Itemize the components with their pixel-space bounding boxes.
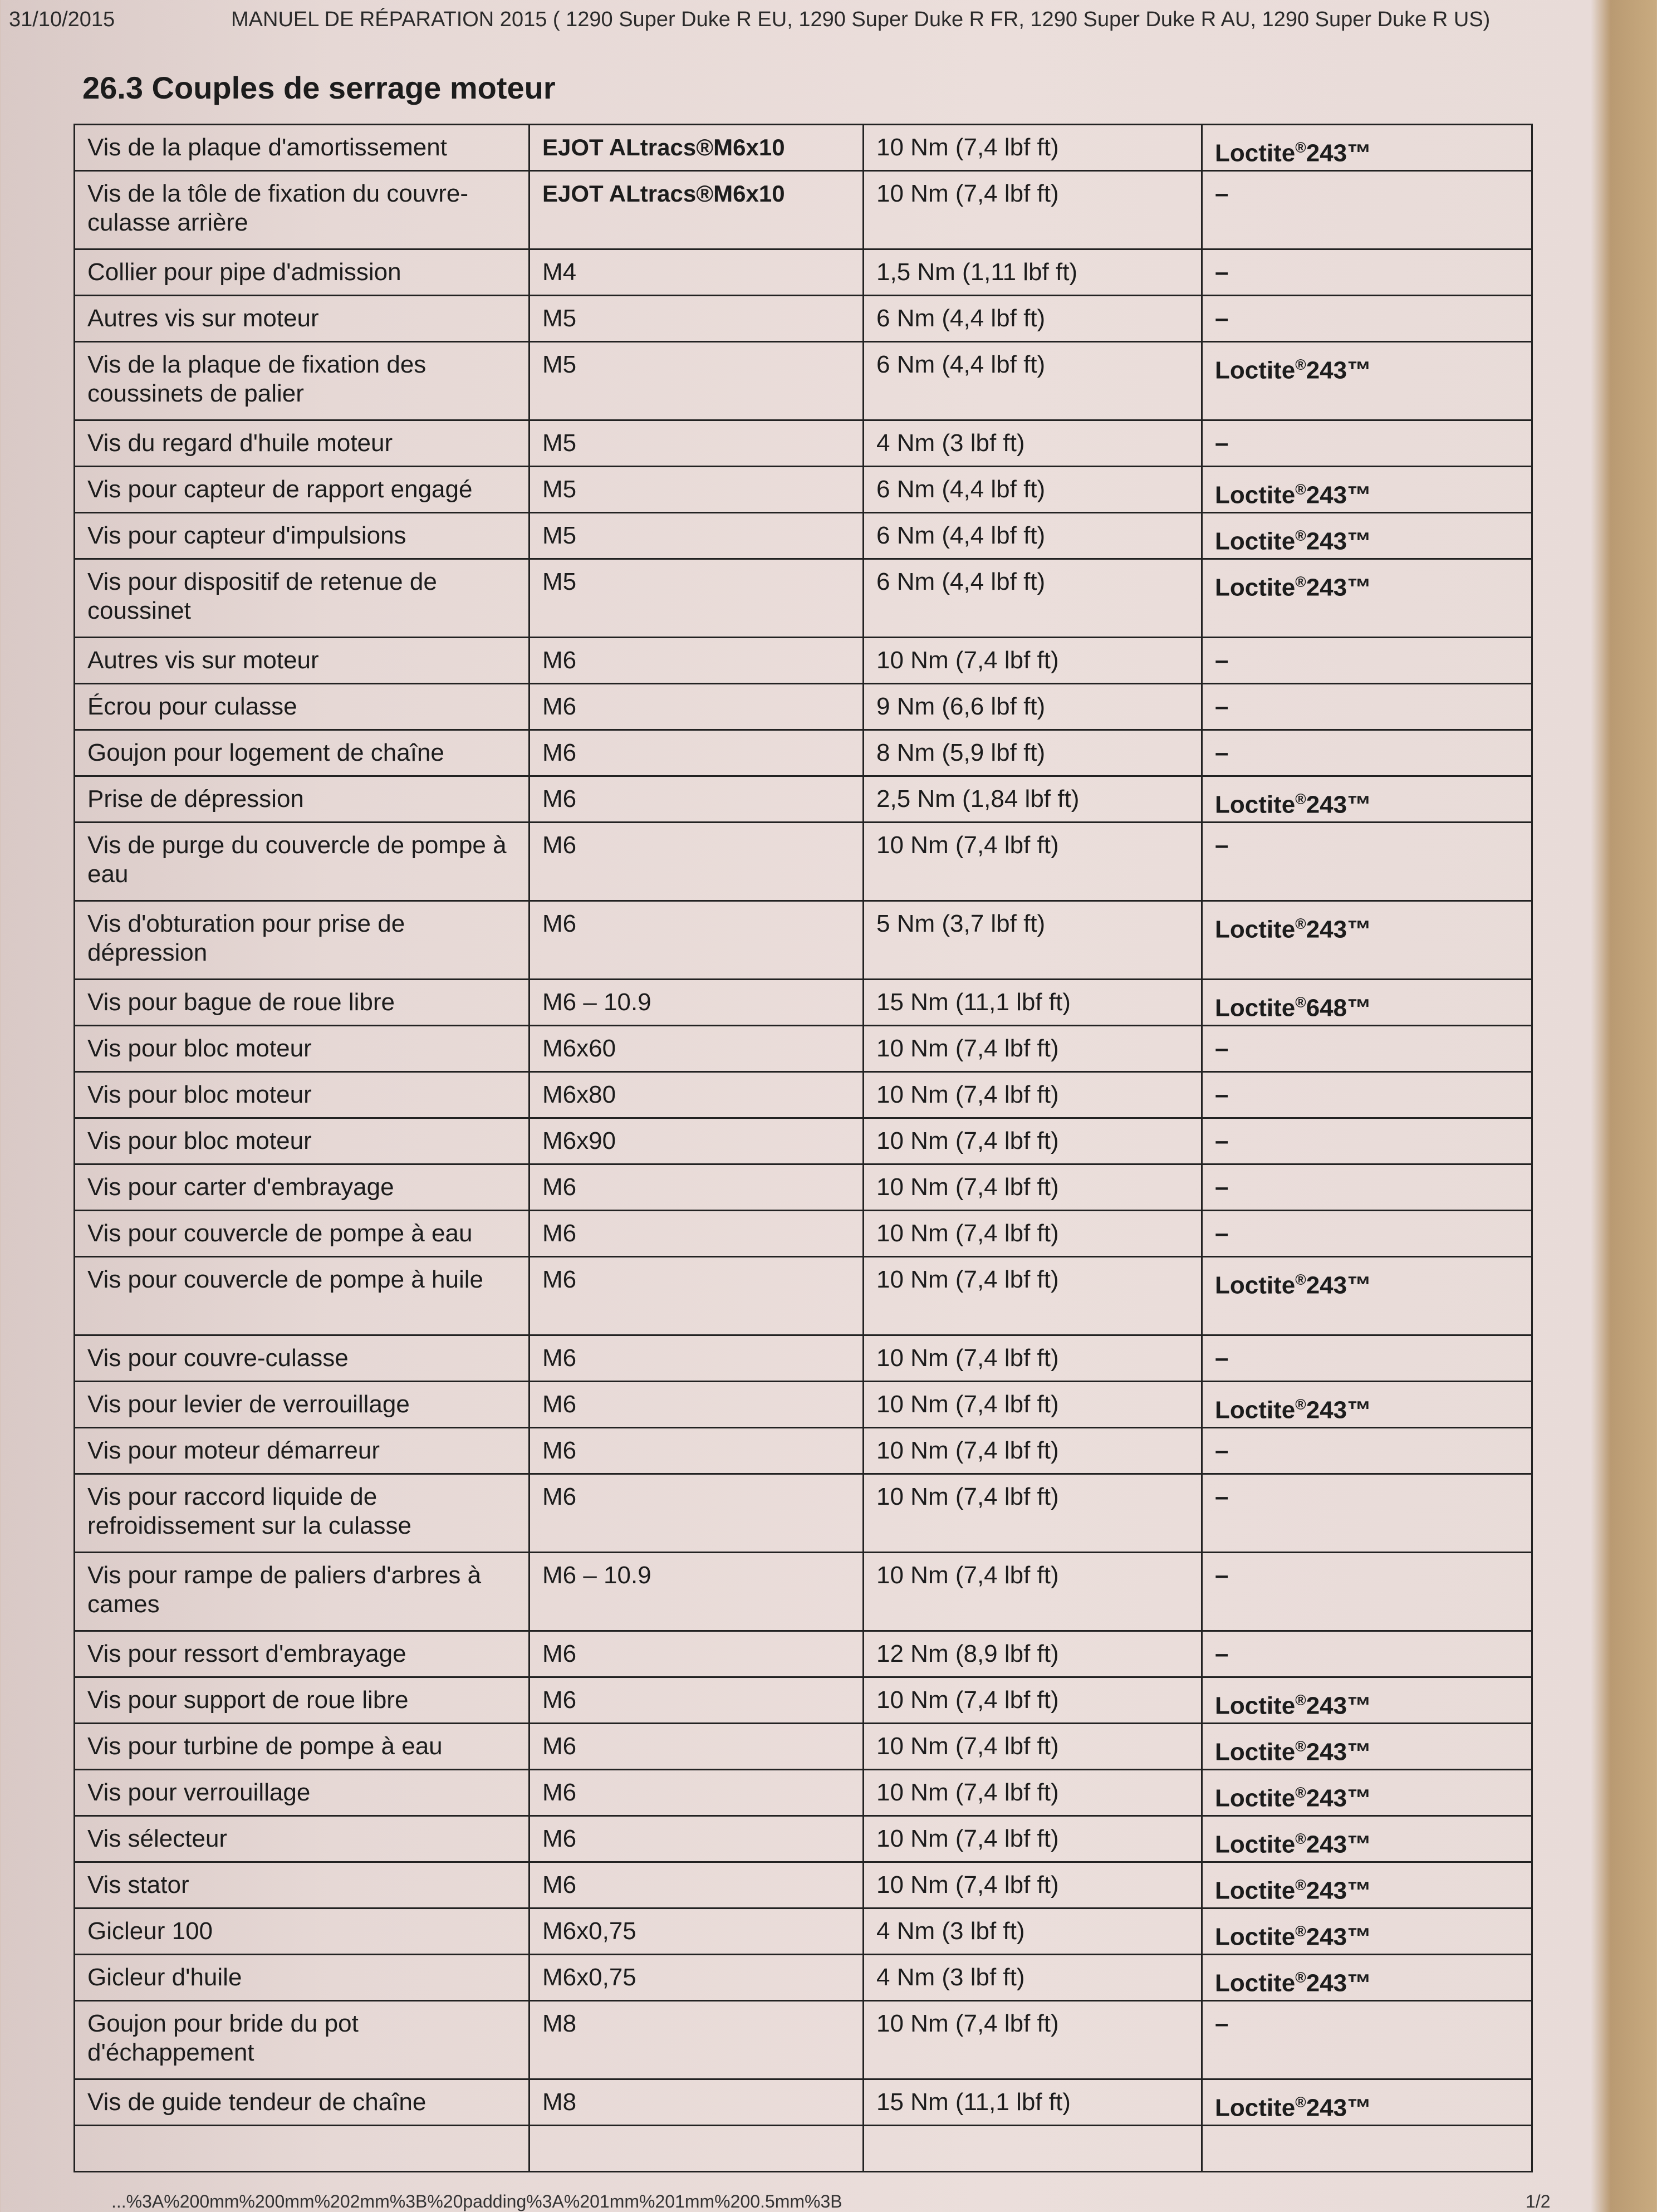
- cell-thread: M6x60: [530, 1026, 864, 1072]
- table-row: [75, 1553, 1532, 1631]
- cell-thread: M6: [530, 1257, 864, 1335]
- table-row: [75, 1335, 1532, 1382]
- cell-thread: M6: [530, 1677, 864, 1724]
- cell-threadlocker: Loctite®243™: [1202, 1955, 1532, 2001]
- cell-thread: M6: [530, 1631, 864, 1677]
- cell-thread: EJOT ALtracs®M6x10: [530, 125, 864, 171]
- cell-component: Vis pour raccord liquide de refroidissement sur la culasse: [75, 1474, 530, 1553]
- cell-thread: M8: [530, 2001, 864, 2079]
- cell-component: Prise de dépression: [75, 776, 530, 823]
- cell-thread: M6: [530, 823, 864, 901]
- table-row: [75, 2001, 1532, 2079]
- cell-torque: 10 Nm (7,4 lbf ft): [864, 171, 1202, 249]
- cell-component: Écrou pour culasse: [75, 684, 530, 730]
- table-row: [75, 1382, 1532, 1428]
- cell-component: Autres vis sur moteur: [75, 296, 530, 342]
- cell-threadlocker: –: [1202, 2001, 1532, 2079]
- torque-table: [73, 124, 1533, 2172]
- cell-torque: 9 Nm (6,6 lbf ft): [864, 684, 1202, 730]
- table-row: [75, 1428, 1532, 1474]
- cell-component: Vis pour couvercle de pompe à eau: [75, 1211, 530, 1257]
- cell-thread: M6: [530, 901, 864, 980]
- cell-thread: M5: [530, 467, 864, 513]
- table-row: [75, 1118, 1532, 1164]
- cell-threadlocker: Loctite®243™: [1202, 125, 1532, 171]
- cell-component: Gicleur d'huile: [75, 1955, 530, 2001]
- cell-component: Vis pour ressort d'embrayage: [75, 1631, 530, 1677]
- cell-threadlocker: Loctite®243™: [1202, 2079, 1532, 2126]
- table-row: [75, 249, 1532, 296]
- table-row: [75, 513, 1532, 559]
- cell-threadlocker: –: [1202, 1164, 1532, 1211]
- cell-torque: 10 Nm (7,4 lbf ft): [864, 1677, 1202, 1724]
- cell-thread: M8: [530, 2079, 864, 2126]
- cell-threadlocker: –: [1202, 1428, 1532, 1474]
- cell-threadlocker: –: [1202, 1211, 1532, 1257]
- table-row: [75, 730, 1532, 776]
- cell-torque: 6 Nm (4,4 lbf ft): [864, 467, 1202, 513]
- cell-torque: 10 Nm (7,4 lbf ft): [864, 1382, 1202, 1428]
- cell-threadlocker: Loctite®243™: [1202, 513, 1532, 559]
- cell-component: Vis pour turbine de pompe à eau: [75, 1724, 530, 1770]
- cell-threadlocker: –: [1202, 1118, 1532, 1164]
- cell-torque: 10 Nm (7,4 lbf ft): [864, 1257, 1202, 1335]
- cell-threadlocker: Loctite®243™: [1202, 1382, 1532, 1428]
- cell-threadlocker: Loctite®243™: [1202, 559, 1532, 638]
- print-date: 31/10/2015: [9, 8, 115, 31]
- table-row: [75, 1164, 1532, 1211]
- cell-torque: 15 Nm (11,1 lbf ft): [864, 2079, 1202, 2126]
- cell-torque: 10 Nm (7,4 lbf ft): [864, 1335, 1202, 1382]
- cell-threadlocker: Loctite®243™: [1202, 1724, 1532, 1770]
- cell-thread: M6: [530, 1862, 864, 1908]
- cell-threadlocker: Loctite®243™: [1202, 776, 1532, 823]
- table-row: [75, 1631, 1532, 1677]
- cell-torque: 1,5 Nm (1,11 lbf ft): [864, 249, 1202, 296]
- cell-component: Autres vis sur moteur: [75, 638, 530, 684]
- cell-component: Vis pour dispositif de retenue de coussinet: [75, 559, 530, 638]
- table-row: [75, 296, 1532, 342]
- table-row: [75, 420, 1532, 467]
- cell-thread: M6x90: [530, 1118, 864, 1164]
- table-row: [75, 1862, 1532, 1908]
- cell-threadlocker: –: [1202, 1026, 1532, 1072]
- cell-thread: M6 – 10.9: [530, 1553, 864, 1631]
- cell-torque: 10 Nm (7,4 lbf ft): [864, 1118, 1202, 1164]
- cell-thread: M6: [530, 1428, 864, 1474]
- section-title: 26.3 Couples de serrage moteur: [82, 70, 556, 105]
- cell-component: Vis pour couvercle de pompe à huile: [75, 1257, 530, 1335]
- footer-url: ...%3A%200mm%200mm%202mm%3B%20padding%3A%201mm%201mm%200.5mm%3B: [111, 2191, 842, 2211]
- cell-threadlocker: Loctite®648™: [1202, 980, 1532, 1026]
- cell-threadlocker: Loctite®243™: [1202, 1862, 1532, 1908]
- table-row: [75, 467, 1532, 513]
- cell-thread: M6: [530, 1335, 864, 1382]
- cell-torque: 10 Nm (7,4 lbf ft): [864, 1724, 1202, 1770]
- cell-threadlocker: Loctite®243™: [1202, 1257, 1532, 1335]
- table-row: [75, 171, 1532, 249]
- cell-component: Vis pour levier de verrouillage: [75, 1382, 530, 1428]
- cell-thread: M6: [530, 1164, 864, 1211]
- cell-component: Vis de purge du couvercle de pompe à eau: [75, 823, 530, 901]
- table-row: [75, 823, 1532, 901]
- cell-thread: M5: [530, 296, 864, 342]
- cell-component: Vis pour rampe de paliers d'arbres à cames: [75, 1553, 530, 1631]
- table-row: [75, 1724, 1532, 1770]
- cell-torque: 10 Nm (7,4 lbf ft): [864, 125, 1202, 171]
- cell-thread: M6: [530, 1724, 864, 1770]
- cell-torque: 2,5 Nm (1,84 lbf ft): [864, 776, 1202, 823]
- table-row: [75, 638, 1532, 684]
- cell-torque: 8 Nm (5,9 lbf ft): [864, 730, 1202, 776]
- table-row: [75, 684, 1532, 730]
- cell-component: Vis pour carter d'embrayage: [75, 1164, 530, 1211]
- cell-threadlocker: –: [1202, 1553, 1532, 1631]
- cell-component: Vis de la plaque d'amortissement: [75, 125, 530, 171]
- cell-thread: M5: [530, 342, 864, 420]
- cell-component: Vis d'obturation pour prise de dépression: [75, 901, 530, 980]
- cell-threadlocker: –: [1202, 1072, 1532, 1118]
- cell-threadlocker: –: [1202, 171, 1532, 249]
- cell-torque: 6 Nm (4,4 lbf ft): [864, 559, 1202, 638]
- cell-threadlocker: –: [1202, 1474, 1532, 1553]
- cell-torque: 4 Nm (3 lbf ft): [864, 1955, 1202, 2001]
- cell-component: Vis pour bague de roue libre: [75, 980, 530, 1026]
- cell-torque: 4 Nm (3 lbf ft): [864, 420, 1202, 467]
- cell-thread: M6x0,75: [530, 1955, 864, 2001]
- table-row: [75, 342, 1532, 420]
- cell-torque: 10 Nm (7,4 lbf ft): [864, 1164, 1202, 1211]
- cell-torque: 10 Nm (7,4 lbf ft): [864, 1211, 1202, 1257]
- cell-threadlocker: –: [1202, 249, 1532, 296]
- cell-threadlocker: [1202, 2126, 1532, 2172]
- cell-thread: M6: [530, 1474, 864, 1553]
- cell-component: Goujon pour logement de chaîne: [75, 730, 530, 776]
- cell-thread: M6: [530, 1211, 864, 1257]
- cell-threadlocker: Loctite®243™: [1202, 467, 1532, 513]
- cell-component: Vis sélecteur: [75, 1816, 530, 1862]
- cell-threadlocker: –: [1202, 1335, 1532, 1382]
- cell-torque: [864, 2126, 1202, 2172]
- table-row: [75, 125, 1532, 171]
- cell-component: Vis pour support de roue libre: [75, 1677, 530, 1724]
- cell-component: Vis pour couvre-culasse: [75, 1335, 530, 1382]
- cell-threadlocker: –: [1202, 684, 1532, 730]
- cell-threadlocker: Loctite®243™: [1202, 342, 1532, 420]
- cell-torque: 10 Nm (7,4 lbf ft): [864, 823, 1202, 901]
- cell-component: Vis pour bloc moteur: [75, 1118, 530, 1164]
- cell-threadlocker: –: [1202, 420, 1532, 467]
- cell-thread: M5: [530, 559, 864, 638]
- cell-thread: M6: [530, 730, 864, 776]
- cell-thread: EJOT ALtracs®M6x10: [530, 171, 864, 249]
- cell-torque: 10 Nm (7,4 lbf ft): [864, 1026, 1202, 1072]
- cell-torque: 10 Nm (7,4 lbf ft): [864, 1816, 1202, 1862]
- table-row: [75, 776, 1532, 823]
- cell-thread: M5: [530, 420, 864, 467]
- cell-torque: 10 Nm (7,4 lbf ft): [864, 1862, 1202, 1908]
- table-row: [75, 1474, 1532, 1553]
- document-header: MANUEL DE RÉPARATION 2015 ( 1290 Super Duke R EU, 1290 Super Duke R FR, 1290 Super Duke R AU, 1290 Super Duke R US): [231, 8, 1491, 31]
- cell-component: Vis pour moteur démarreur: [75, 1428, 530, 1474]
- cell-component: Vis pour bloc moteur: [75, 1026, 530, 1072]
- cell-thread: M6: [530, 684, 864, 730]
- cell-torque: 10 Nm (7,4 lbf ft): [864, 1553, 1202, 1631]
- cell-threadlocker: –: [1202, 296, 1532, 342]
- cell-thread: M6: [530, 1382, 864, 1428]
- table-row: [75, 2126, 1532, 2172]
- cell-component: Collier pour pipe d'admission: [75, 249, 530, 296]
- cell-torque: 10 Nm (7,4 lbf ft): [864, 1428, 1202, 1474]
- cell-component: Goujon pour bride du pot d'échappement: [75, 2001, 530, 2079]
- cell-threadlocker: –: [1202, 823, 1532, 901]
- cell-component: Vis de la plaque de fixation des coussinets de palier: [75, 342, 530, 420]
- page-number: 1/2: [1526, 2191, 1551, 2211]
- table-row: [75, 901, 1532, 980]
- cell-component: Vis pour bloc moteur: [75, 1072, 530, 1118]
- cell-thread: M5: [530, 513, 864, 559]
- cell-torque: 6 Nm (4,4 lbf ft): [864, 296, 1202, 342]
- cell-thread: M6: [530, 638, 864, 684]
- cell-torque: 10 Nm (7,4 lbf ft): [864, 638, 1202, 684]
- table-row: [75, 1770, 1532, 1816]
- table-row: [75, 2079, 1532, 2126]
- cell-torque: 10 Nm (7,4 lbf ft): [864, 1770, 1202, 1816]
- table-row: [75, 559, 1532, 638]
- cell-torque: 10 Nm (7,4 lbf ft): [864, 1072, 1202, 1118]
- cell-thread: M6 – 10.9: [530, 980, 864, 1026]
- cell-component: Vis pour capteur de rapport engagé: [75, 467, 530, 513]
- cell-component: Vis pour capteur d'impulsions: [75, 513, 530, 559]
- cell-threadlocker: Loctite®243™: [1202, 1677, 1532, 1724]
- cell-torque: 12 Nm (8,9 lbf ft): [864, 1631, 1202, 1677]
- cell-threadlocker: Loctite®243™: [1202, 901, 1532, 980]
- table-row: [75, 1816, 1532, 1862]
- cell-component: Vis stator: [75, 1862, 530, 1908]
- cell-threadlocker: –: [1202, 730, 1532, 776]
- table-row: [75, 980, 1532, 1026]
- cell-component: Vis pour verrouillage: [75, 1770, 530, 1816]
- cell-component: Vis de la tôle de fixation du couvre-culasse arrière: [75, 171, 530, 249]
- cell-torque: 4 Nm (3 lbf ft): [864, 1908, 1202, 1955]
- cell-threadlocker: –: [1202, 1631, 1532, 1677]
- table-row: [75, 1257, 1532, 1335]
- cell-thread: M6: [530, 1770, 864, 1816]
- cell-thread: M6x80: [530, 1072, 864, 1118]
- cell-component: Vis de guide tendeur de chaîne: [75, 2079, 530, 2126]
- cell-torque: 5 Nm (3,7 lbf ft): [864, 901, 1202, 980]
- cell-component: Vis du regard d'huile moteur: [75, 420, 530, 467]
- cell-threadlocker: Loctite®243™: [1202, 1816, 1532, 1862]
- table-row: [75, 1072, 1532, 1118]
- cell-torque: 10 Nm (7,4 lbf ft): [864, 2001, 1202, 2079]
- cell-threadlocker: Loctite®243™: [1202, 1908, 1532, 1955]
- cell-threadlocker: –: [1202, 638, 1532, 684]
- cell-thread: M6x0,75: [530, 1908, 864, 1955]
- cell-thread: M6: [530, 1816, 864, 1862]
- table-row: [75, 1908, 1532, 1955]
- table-row: [75, 1677, 1532, 1724]
- cell-torque: 15 Nm (11,1 lbf ft): [864, 980, 1202, 1026]
- cell-torque: 6 Nm (4,4 lbf ft): [864, 342, 1202, 420]
- cell-thread: M6: [530, 776, 864, 823]
- table-row: [75, 1026, 1532, 1072]
- table-row: [75, 1955, 1532, 2001]
- cell-component: Gicleur 100: [75, 1908, 530, 1955]
- cell-torque: 6 Nm (4,4 lbf ft): [864, 513, 1202, 559]
- table-row: [75, 1211, 1532, 1257]
- cell-thread: [530, 2126, 864, 2172]
- cell-threadlocker: Loctite®243™: [1202, 1770, 1532, 1816]
- cell-component: [75, 2126, 530, 2172]
- cell-thread: M4: [530, 249, 864, 296]
- cell-torque: 10 Nm (7,4 lbf ft): [864, 1474, 1202, 1553]
